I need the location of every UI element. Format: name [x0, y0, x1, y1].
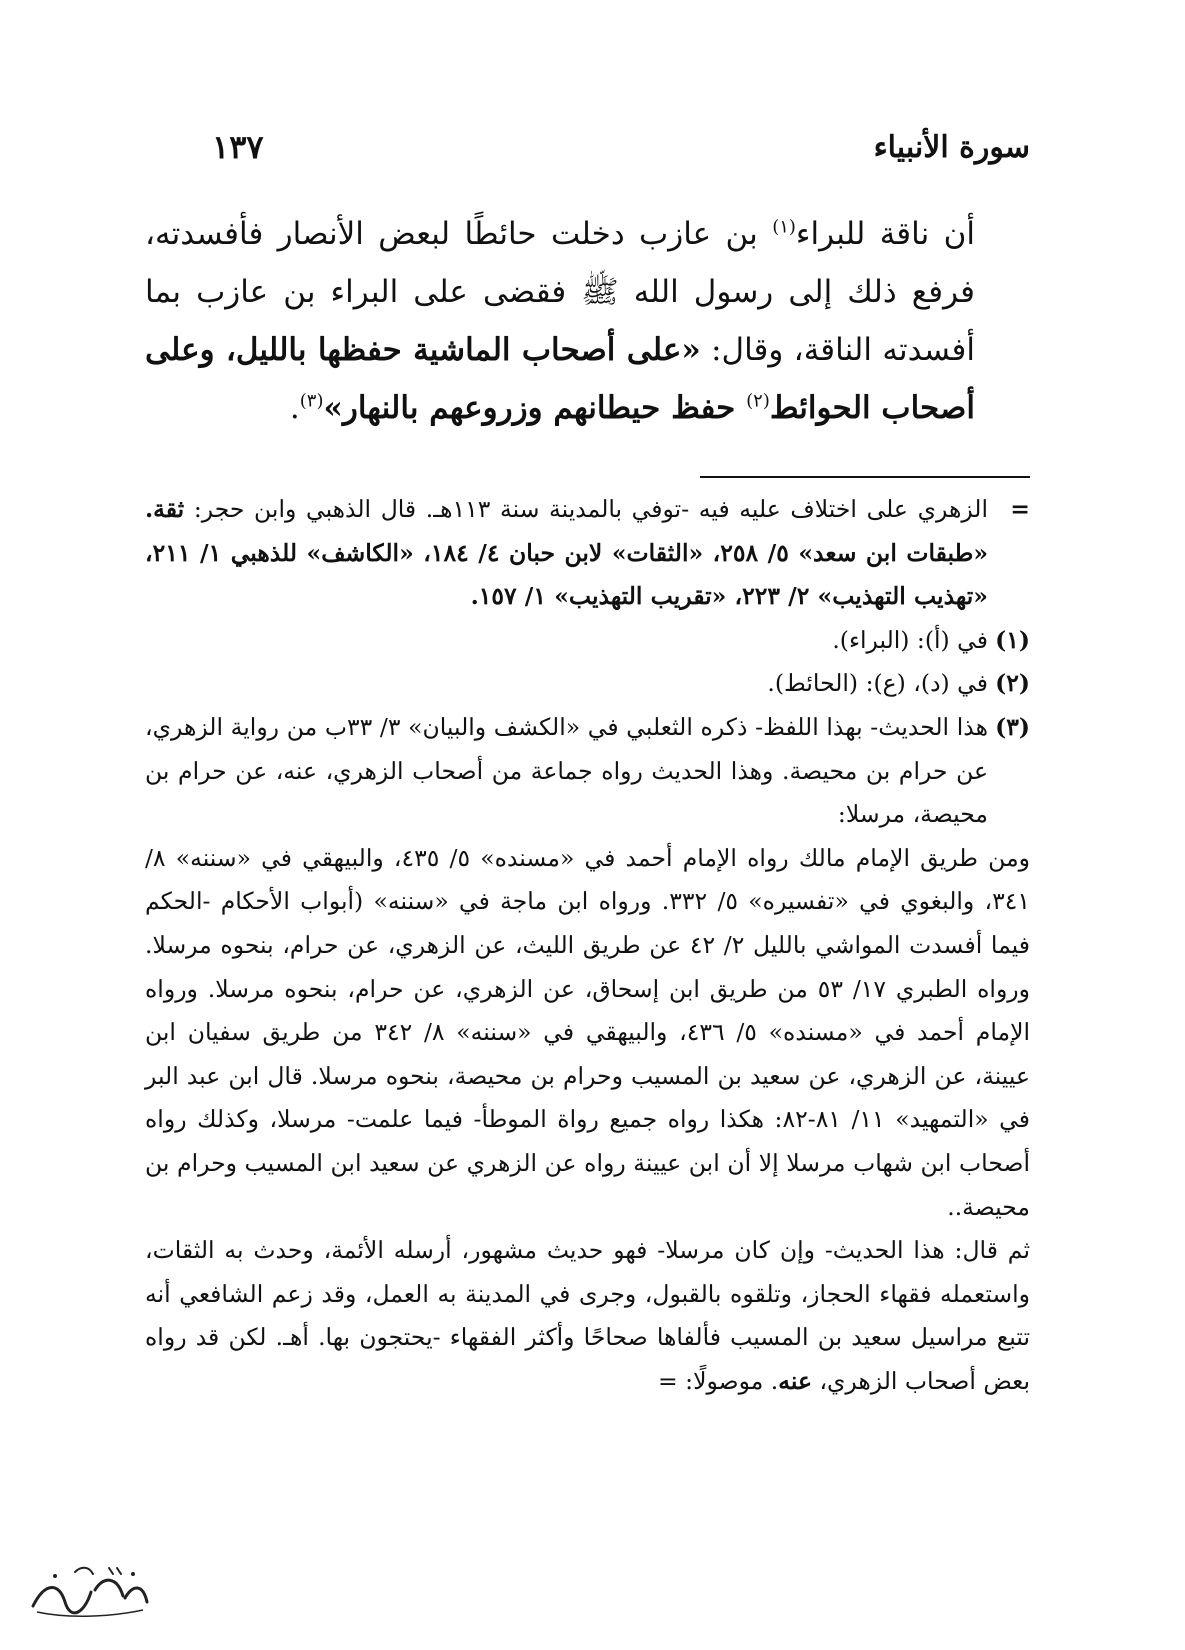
footnote-3	[145, 706, 1030, 837]
footnote-3-marker: (٣)	[995, 712, 1030, 741]
footnote-2-text: في (د)، (ع): (الحائط).	[767, 669, 988, 698]
footnote-3-paragraph: ومن طريق الإمام مالك رواه الإمام أحمد في «مسنده» ٥/ ٤٣٥، والبيهقي في «سننه» ٨/ ٣٤١، والبغوي في «تفسيره» ٥/ ٣٣٢. ورواه ابن ماجة في «سننه» (أبواب الأحكام -الحكم فيما أفسدت المواشي بالليل ٢/ ٤٢ عن طريق الليث، عن الزهري، عن حرام، بنحوه مرسلا. ورواه الطبري ١٧/ ٥٣ من طريق ابن إسحاق، عن الزهري، عن حرام، بنحوه مرسلا. ورواه الإمام أحمد في «مسنده» ٥/ ٤٣٦، والبيهقي في «سننه» ٨/ ٣٤٢ من طريق سفيان ابن عيينة، عن الزهري، عن سعيد بن المسيب وحرام بن محيصة، بنحوه مرسلا. قال ابن عبد البر في «التمهيد» ١١/ ٨١-٨٢: هكذا رواه جميع رواة الموطأ- فيما علمت- مرسلا، وكذلك رواه أصحاب ابن شهاب مرسلا إلا أن ابن عيينة رواه عن الزهري عن سعيد ابن المسيب وحرام بن محيصة..	[145, 843, 1031, 1221]
footnote-1-marker: (١)	[995, 625, 1030, 654]
footnote-ref-3[interactable]: (٣)	[299, 390, 324, 412]
footnote-1	[145, 619, 1030, 663]
main-paragraph	[145, 205, 1030, 437]
footnote-text-part: ثم قال: هذا الحديث- وإن كان مرسلا- فهو حديث مشهور، أرسله الأئمة، وحدث به الثقات، واستعمله فقهاء الحجاز، وتلقوه بالقبول، وجرى في المدينة به العمل، وقد زعم الشافعي أنه تتبع مراسيل سعيد بن المسيب فألفاها صحاحًا وأكثر الفقهاء -يحتجون بها. أهـ. لكن قد رواه بعض أصحاب الزهري،	[145, 1236, 1030, 1395]
continuation-marker: =	[1010, 495, 1030, 523]
sentence-end: .	[289, 390, 300, 426]
footnote-text-part: الزهري على اختلاف عليه فيه -توفي بالمدينة سنة ١١٣هـ. قال الذهبي وابن حجر:	[184, 495, 988, 523]
hadith-text: حفظ حيطانهم وزروعهم بالنهار»	[323, 390, 747, 426]
main-text	[145, 205, 1030, 437]
footnote-text-part: . موصولًا: =	[658, 1366, 779, 1395]
footnote-3-text: هذا الحديث- بهذا اللفظ- ذكره الثعلبي في «الكشف والبيان» ٣/ ٣٣ب من رواية الزهري، عن حرام بن محيصة. وهذا الحديث رواه جماعة من أصحاب الزهري، عنه، عن حرام بن محيصة، مرسلا:	[145, 712, 988, 829]
footnote-2	[145, 662, 1030, 706]
footnote-continuation	[145, 488, 1030, 619]
footnote-ref-1[interactable]: (١)	[772, 216, 796, 238]
footnote-ref-2[interactable]: (٢)	[746, 390, 770, 412]
footnotes	[145, 488, 1030, 1403]
footnote-text-bold: ثقة. «طبقات ابن سعد» ٥/ ٢٥٨، «الثقات» لابن حبان ٤/ ١٨٤، «الكاشف» للذهبي ١/ ٢١١، «تهذيب التهذيب» ٢/ ٢٢٣، «تقريب التهذيب» ١/ ١٥٧.	[145, 495, 989, 611]
footnote-separator	[700, 476, 1030, 478]
surah-title: سورة الأنبياء	[873, 130, 1030, 165]
publisher-logo	[25, 1562, 155, 1622]
footnote-text-bold: عنه	[778, 1366, 812, 1395]
page-header	[200, 130, 1030, 180]
footnote-text	[145, 488, 988, 619]
main-text-part: أن ناقة للبراء	[795, 216, 975, 252]
main-text-part: بن عازب دخلت حائطًا لبعض الأنصار فأفسدته، فرفع ذلك إلى رسول الله ﷺ فقضى على البراء بن عازب بما أفسدته الناقة، وقال:	[145, 216, 975, 368]
footnote-1-text: في (أ): (البراء).	[832, 625, 988, 654]
footnote-2-marker: (٢)	[995, 669, 1030, 698]
hadith-text: «على أصحاب الماشية حفظها بالليل، وعلى أصحاب الحوائط	[145, 332, 975, 426]
footnote-3-paragraph	[145, 1229, 1030, 1403]
page-number: ١٣٧	[212, 128, 264, 166]
